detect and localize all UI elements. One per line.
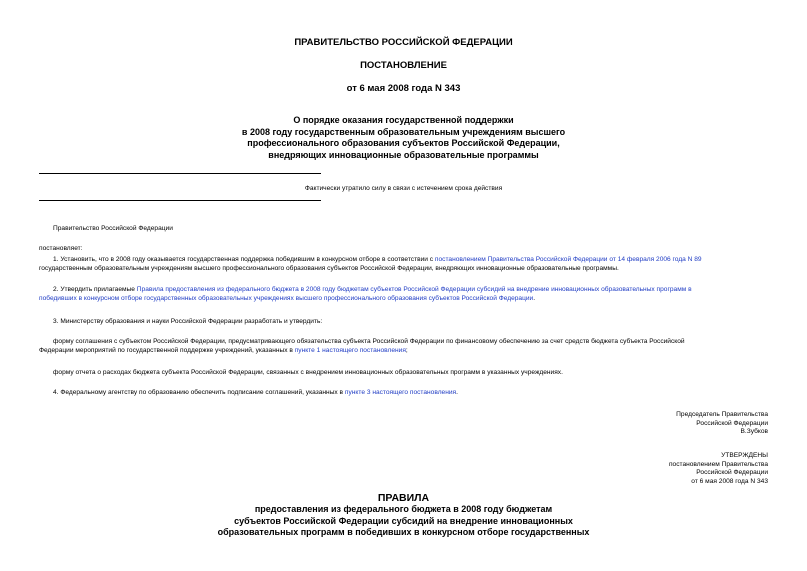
paragraph-2-continuation xyxy=(39,295,535,304)
signature-name: В.Зубков xyxy=(740,428,768,436)
approval-title: УТВЕРЖДЕНЫ xyxy=(721,452,768,459)
rules-title-line: субъектов Российской Федерации субсидий на внедрение инновационных xyxy=(234,515,573,526)
link-rules-continued[interactable]: победивших в конкурсном отборе государственных образовательных учреждениях высшего профессионального образования субъектов Российской Федерации xyxy=(39,295,534,302)
paragraph-2 xyxy=(53,286,692,295)
document-type: ПОСТАНОВЛЕНИЕ xyxy=(360,60,447,71)
paragraph-3: 3. Министерству образования и науки Российской Федерации разработать и утвердить: xyxy=(53,318,323,325)
paragraph-4 xyxy=(53,389,458,398)
rules-title-line: предоставления из федерального бюджета в 2008 году бюджетам xyxy=(254,504,553,514)
status-note: Фактически утратило силу в связи с истечением срока действия xyxy=(304,185,503,192)
divider-top xyxy=(39,173,321,174)
paragraph-1-text: 1. Установить, что в 2008 году оказывается государственная поддержка победившим в конкурсном отборе в соответствии с xyxy=(53,256,435,263)
approval-block xyxy=(669,452,768,486)
paragraph-3a-continuation xyxy=(39,347,408,356)
link-rules[interactable]: Правила предоставления из федерального бюджета в 2008 году бюджетам субъектов Российской Федерации субсидий на внедрение инновационных образовательных программ в xyxy=(136,286,692,293)
resolves-text: постановляет: xyxy=(39,245,83,252)
title-line: профессионального образования субъектов Российской Федерации, xyxy=(247,138,560,148)
link-point-1[interactable]: пункте 1 настоящего постановления xyxy=(294,347,406,354)
document-date-number: от 6 мая 2008 года N 343 xyxy=(346,83,461,94)
paragraph-3a-text: Федерации мероприятий по государственной поддержке учреждений, указанных в xyxy=(39,347,295,354)
title-line: внедряющих инновационные образовательные программы xyxy=(268,149,539,160)
intro-text: Правительство Российской Федерации xyxy=(53,225,173,232)
link-point-3[interactable]: пункте 3 настоящего постановления xyxy=(344,389,457,396)
rules-title xyxy=(0,504,807,539)
title-line: в 2008 году государственным образовательным учреждениям высшего xyxy=(241,126,566,137)
paragraph-1-continuation: государственным образовательным учреждениям высшего профессионального образования субъектов Российской Федерации, внедряющих инновационные образовательные программы. xyxy=(39,265,619,272)
link-decree-89[interactable]: постановлением Правительства Российской Федерации от 14 февраля 2006 года N 89 xyxy=(434,256,702,263)
approval-by: постановлением Правительства xyxy=(668,460,768,468)
signature-position: Председатель Правительства xyxy=(676,411,768,418)
paragraph-2-text: 2. Утвердить прилагаемые xyxy=(53,286,137,293)
paragraph-3a: форму соглашения с субъектом Российской Федерации, предусматривающего обязательства субъекта Российской Федерации по финансовому обеспечению за счет средств бюджета субъекта Российской xyxy=(53,338,685,345)
title-line: О порядке оказания государственной поддержки xyxy=(293,115,514,125)
approval-date: от 6 мая 2008 года N 343 xyxy=(691,477,768,485)
document-title xyxy=(0,115,807,161)
paragraph-1 xyxy=(53,256,773,265)
signature-country: Российской Федерации xyxy=(696,419,768,427)
paragraph-3b: форму отчета о расходах бюджета субъекта Российской Федерации, связанных с внедрением инновационных образовательных программ в указанных учреждениях. xyxy=(53,369,563,376)
rules-heading: ПРАВИЛА xyxy=(377,492,430,504)
paragraph-4-text: 4. Федеральному агентству по образованию обеспечить подписание соглашений, указанных в xyxy=(53,389,345,396)
rules-title-line: образовательных программ в победивших в конкурсном отборе государственных xyxy=(217,527,590,537)
paragraph-2-end: . xyxy=(533,295,536,302)
government-title: ПРАВИТЕЛЬСТВО РОССИЙСКОЙ ФЕДЕРАЦИИ xyxy=(294,37,513,48)
paragraph-3a-end: ; xyxy=(405,347,408,354)
approval-country: Российской Федерации xyxy=(696,469,768,477)
paragraph-4-end: . xyxy=(456,389,458,396)
signature-block xyxy=(676,411,768,437)
divider-bottom xyxy=(39,200,321,201)
